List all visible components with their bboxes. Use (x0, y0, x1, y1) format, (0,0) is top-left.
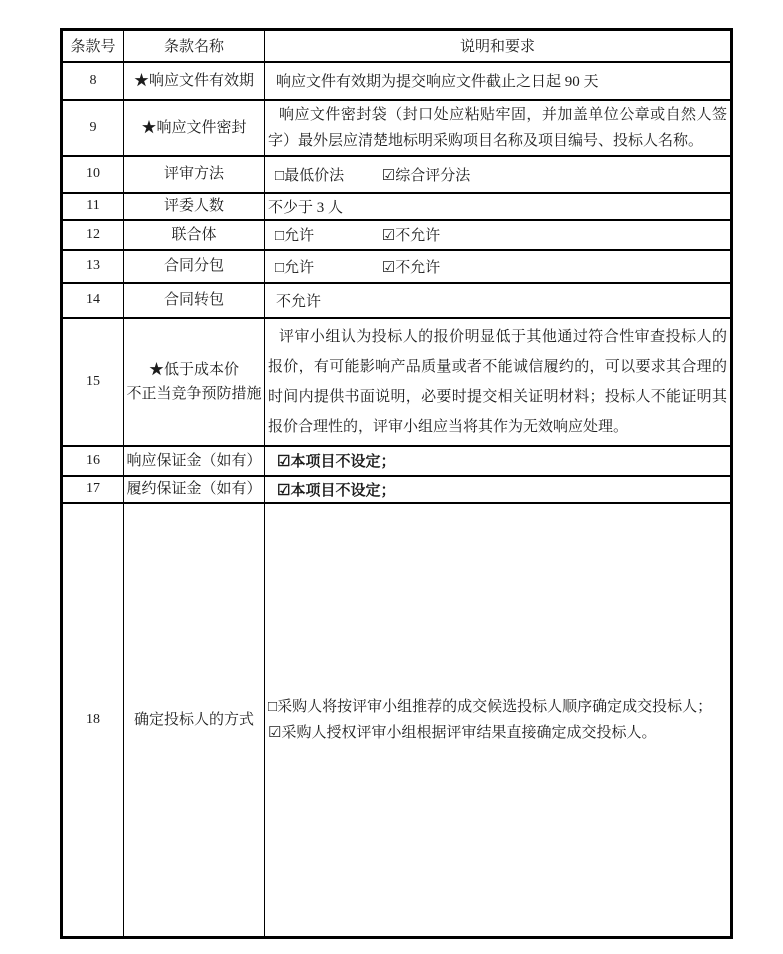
option-label: 允许 (284, 228, 315, 244)
header-clause-name: 条款名称 (124, 30, 265, 62)
requirement-choices (265, 694, 730, 746)
clause-name: 合同分包 (124, 250, 265, 283)
header-clause-no: 条款号 (62, 30, 124, 62)
row-17 (62, 476, 732, 503)
clause-number: 17 (62, 476, 124, 503)
clause-name (124, 318, 265, 446)
checkbox-unchecked-icon: □ (275, 167, 285, 184)
checkbox-checked-icon: ☑ (381, 259, 396, 276)
checkbox-checked-icon: ☑ (268, 724, 282, 741)
clauses-table (60, 28, 733, 939)
clause-number: 8 (62, 62, 124, 100)
clause-number: 15 (62, 318, 124, 446)
clause-requirement (265, 446, 732, 476)
clause-requirement (265, 220, 732, 250)
clause-name: ★响应文件密封 (124, 100, 265, 156)
clause-name: 履约保证金（如有） (124, 476, 265, 503)
clause-name: 联合体 (124, 220, 265, 250)
option-not-allowed (382, 260, 440, 276)
row-18 (62, 503, 732, 938)
clause-number: 10 (62, 156, 124, 193)
choice-line-direct-determination (268, 720, 727, 746)
header-row (62, 30, 732, 62)
checkbox-unchecked-icon: □ (275, 228, 285, 244)
row-10 (62, 156, 732, 193)
row-14 (62, 283, 732, 318)
requirement-paragraph: 评审小组认为投标人的报价明显低于其他通过符合性审查投标人的报价，有可能影响产品质量或者不能诚信履约的，可以要求其合理的时间内提供书面说明，必要时提交相关证明材料；投标人不能证明其报价合理性的，评审小组应当将其作为无效响应处理。 (268, 328, 727, 435)
requirement-text: 本项目不设定； (290, 454, 396, 470)
clause-name: 确定投标人的方式 (124, 503, 265, 938)
clause-name-line: ★低于成本价 (148, 361, 239, 378)
clause-requirement (265, 100, 732, 156)
clause-number: 14 (62, 283, 124, 318)
option-label: 不允许 (395, 259, 441, 276)
choice-label: 采购人将按评审小组推荐的成交候选投标人顺序确定成交投标人； (277, 698, 713, 715)
requirement-text: 本项目不设定； (290, 482, 396, 499)
clause-requirement (265, 250, 732, 283)
clause-requirement: 不允许 (265, 283, 732, 318)
row-8 (62, 62, 732, 100)
option-allowed (275, 256, 378, 277)
row-12 (62, 220, 732, 250)
clause-number: 12 (62, 220, 124, 250)
clause-requirement (265, 156, 732, 193)
option-lowest-price (275, 164, 378, 185)
clause-name: 合同转包 (124, 283, 265, 318)
row-13 (62, 250, 732, 283)
checkbox-checked-icon: ☑ (381, 167, 396, 184)
clause-number: 13 (62, 250, 124, 283)
clause-name-line: 不正当竞争预防措施 (126, 385, 262, 402)
row-15 (62, 318, 732, 446)
option-label: 不允许 (395, 228, 441, 244)
option-label: 允许 (284, 259, 315, 276)
clause-requirement: 响应文件有效期为提交响应文件截止之日起 90 天 (265, 62, 732, 100)
clause-number: 18 (62, 503, 124, 938)
clause-name: ★响应文件有效期 (124, 62, 265, 100)
header-requirements: 说明和要求 (265, 30, 732, 62)
requirement-checked-line (265, 450, 730, 471)
clause-number: 9 (62, 100, 124, 156)
row-11 (62, 193, 732, 220)
clause-requirement (265, 318, 732, 446)
clause-name: 响应保证金（如有） (124, 446, 265, 476)
choice-line-ranked-candidates (268, 694, 727, 720)
option-not-allowed (382, 228, 440, 244)
clause-number: 16 (62, 446, 124, 476)
option-label: 最低价法 (284, 167, 345, 184)
clause-name: 评审方法 (124, 156, 265, 193)
clause-number: 11 (62, 193, 124, 220)
checkbox-checked-icon: ☑ (381, 228, 396, 244)
row-16 (62, 446, 732, 476)
requirement-checked-line (265, 479, 730, 500)
choice-label: 采购人授权评审小组根据评审结果直接确定成交投标人。 (281, 724, 657, 741)
option-label: 综合评分法 (395, 167, 471, 184)
row-9 (62, 100, 732, 156)
option-comprehensive-scoring (382, 168, 470, 184)
checkbox-checked-icon: ☑ (277, 482, 291, 499)
checkbox-unchecked-icon: □ (275, 259, 285, 276)
checkbox-unchecked-icon: □ (268, 698, 278, 715)
requirement-paragraph: 响应文件密封袋（封口处应粘贴牢固，并加盖单位公章或自然人签字）最外层应清楚地标明采购项目名称及项目编号、投标人名称。 (268, 106, 727, 149)
clause-requirement (265, 503, 732, 938)
clause-requirement: 不少于 3 人 (265, 193, 732, 220)
clause-name: 评委人数 (124, 193, 265, 220)
checkbox-checked-icon: ☑ (277, 454, 291, 470)
option-allowed (275, 224, 378, 245)
clause-requirement (265, 476, 732, 503)
